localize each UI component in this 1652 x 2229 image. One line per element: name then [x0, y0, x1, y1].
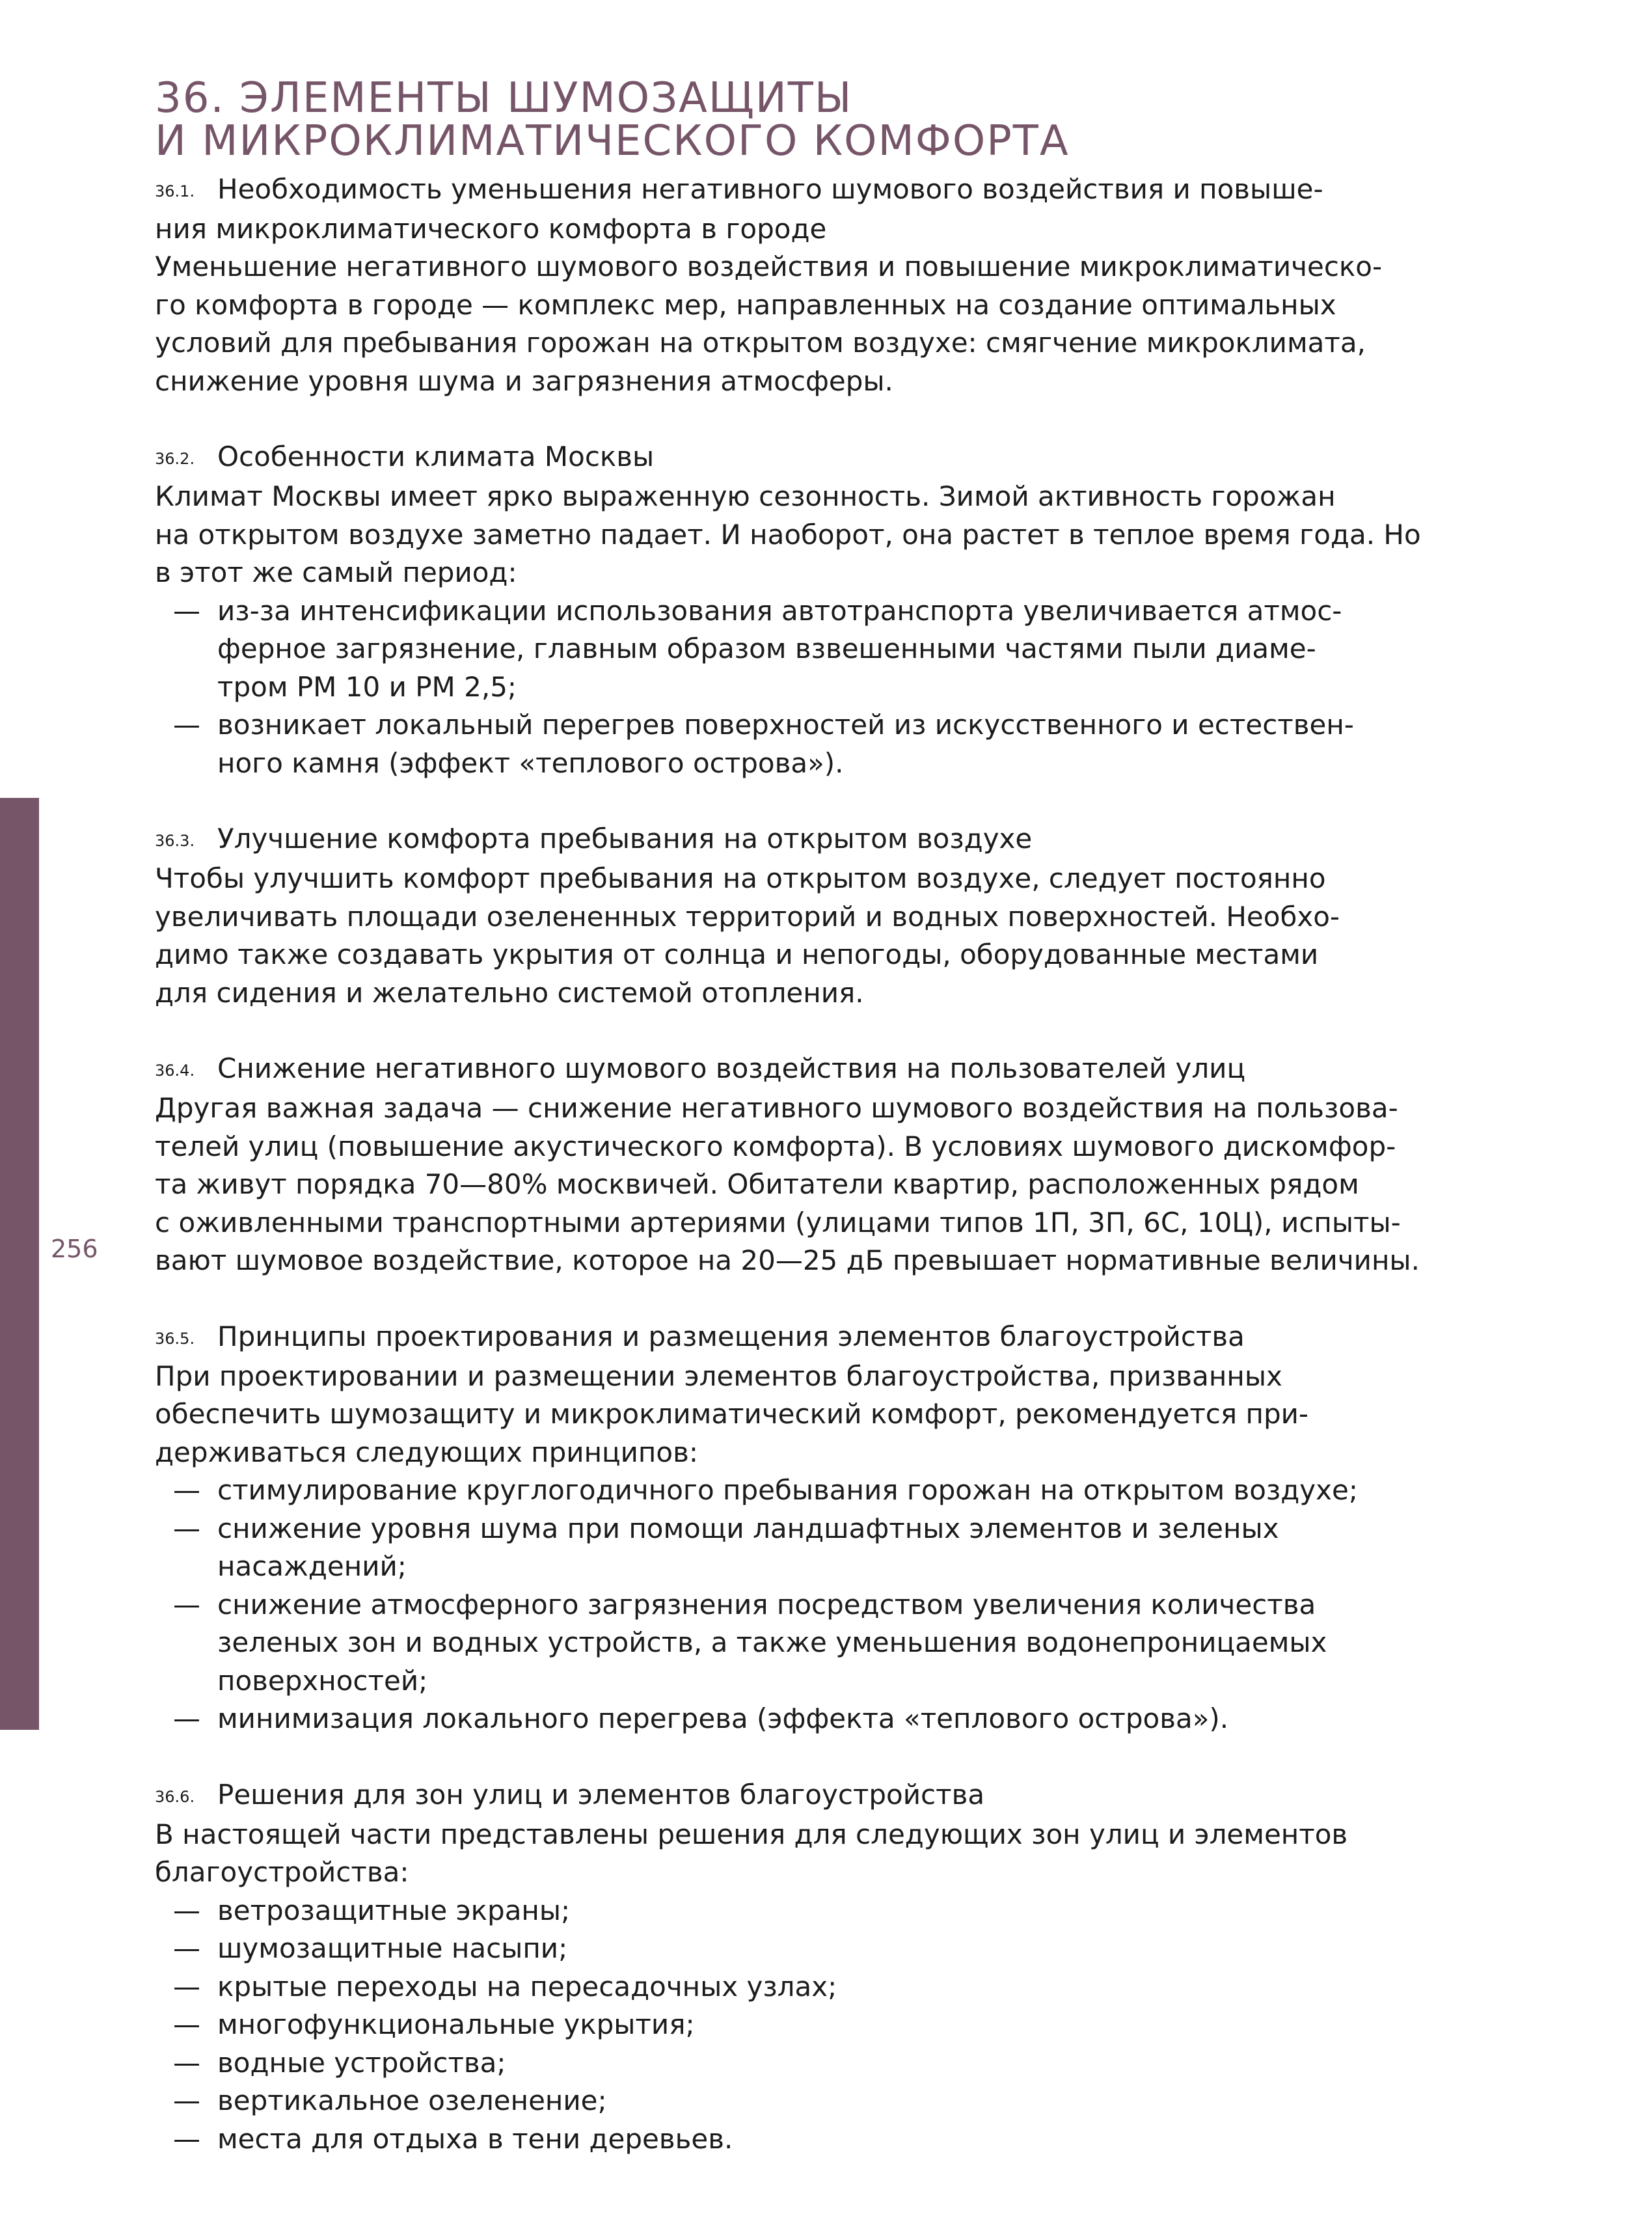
paragraph-line: благоустройства: [155, 1856, 409, 1888]
bullet-item-line [155, 2120, 1378, 2159]
paragraph-line: условий для пребывания горожан на открытом воздухе: смягчение микроклимата, [155, 327, 1366, 359]
section-heading [155, 438, 1378, 478]
dash-bullet-icon: — [173, 709, 200, 741]
section [155, 1776, 1378, 2159]
bullet-text: стимулирование круглогодичного пребывания горожан на открытом воздухе; [217, 1474, 1359, 1506]
bullet-text: вертикальное озеленение; [217, 2085, 607, 2116]
section-heading-text: Принципы проектирования и размещения элементов благоустройства [217, 1320, 1245, 1352]
bullet-item-line [155, 1624, 1378, 1662]
paragraph-line: В настоящей части представлены решения для следующих зон улиц и элементов [155, 1818, 1348, 1850]
section-number: 36.2. [155, 450, 195, 468]
section [155, 820, 1378, 1012]
dash-bullet-icon: — [173, 1588, 200, 1620]
section [155, 1318, 1378, 1738]
chapter-title-line: И МИКРОКЛИМАТИЧЕСКОГО КОМФОРТА [155, 117, 1070, 165]
bullet-text: тром PM 10 и PM 2,5; [217, 670, 517, 703]
bullet-text: снижение уровня шума при помощи ландшафтных элементов и зеленых [217, 1512, 1279, 1544]
chapter-title-line: 36. ЭЛЕМЕНТЫ ШУМОЗАЩИТЫ [155, 74, 853, 122]
bullet-item-line [155, 668, 1378, 707]
section-heading [155, 1776, 1378, 1816]
section-number: 36.4. [155, 1061, 195, 1080]
section-heading [155, 1318, 1378, 1358]
section-heading-text: Снижение негативного шумового воздействия на пользователей улиц [217, 1052, 1246, 1084]
bullet-item-line [155, 706, 1378, 745]
bullet-item-line [155, 630, 1378, 668]
bullet-item-line [155, 1892, 1378, 1930]
bullet-text: ветрозащитные экраны; [217, 1894, 571, 1926]
dash-bullet-icon: — [173, 1894, 200, 1926]
dash-bullet-icon: — [173, 1474, 200, 1506]
paragraph-line: вают шумовое воздействие, которое на 20—25 дБ превышает нормативные величины. [155, 1244, 1420, 1276]
dash-bullet-icon: — [173, 2046, 200, 2079]
dash-bullet-icon: — [173, 2008, 200, 2040]
paragraph-line: снижение уровня шума и загрязнения атмосферы. [155, 364, 893, 397]
paragraph-line: та живут порядка 70—80% москвичей. Обитатели квартир, расположенных рядом [155, 1168, 1359, 1200]
dash-bullet-icon: — [173, 2122, 200, 2155]
section-heading-text: Особенности климата Москвы [217, 441, 655, 472]
bullet-item-line [155, 592, 1378, 631]
section-heading [155, 210, 1378, 248]
bullet-item-line [155, 2082, 1378, 2120]
bullet-item-line [155, 1968, 1378, 2006]
section-heading-text: Улучшение комфорта пребывания на открытом воздухе [217, 823, 1033, 855]
bullet-text: насаждений; [217, 1550, 407, 1582]
paragraph-line: держиваться следующих принципов: [155, 1436, 698, 1468]
section [155, 1050, 1420, 1280]
paragraph-line: го комфорта в городе — комплекс мер, направленных на создание оптимальных [155, 288, 1336, 321]
section-heading-text: ния микроклиматического комфорта в городе [155, 213, 827, 245]
sections-container [155, 171, 1421, 2158]
paragraph-line: на открытом воздухе заметно падает. И наоборот, она растет в теплое время года. Но [155, 518, 1421, 551]
paragraph-line: Уменьшение негативного шумового воздействия и повышение микроклиматическо- [155, 251, 1383, 282]
section [155, 438, 1421, 782]
section-heading [155, 1050, 1378, 1089]
dash-bullet-icon: — [173, 1703, 200, 1734]
page-content [155, 74, 1421, 2196]
bullet-text: минимизация локального перегрева (эффекта «теплового острова»). [217, 1703, 1229, 1734]
bullet-text: ферное загрязнение, главным образом взвешенными частями пыли диаме- [217, 633, 1316, 664]
section-number: 36.6. [155, 1787, 195, 1806]
paragraph-line: Чтобы улучшить комфорт пребывания на открытом воздухе, следует постоянно [155, 862, 1326, 894]
bullet-item-line [155, 1662, 1378, 1701]
paragraph-line: Другая важная задача — снижение негативного шумового воздействия на пользова- [155, 1092, 1398, 1124]
section-heading [155, 820, 1378, 860]
paragraph-line: увеличивать площади озелененных территорий и водных поверхностей. Необхо- [155, 900, 1340, 933]
bullet-item-line [155, 1471, 1378, 1510]
paragraph-line: в этот же самый период: [155, 556, 517, 588]
bullet-text: зеленых зон и водных устройств, а также уменьшения водонепроницаемых [217, 1626, 1327, 1658]
paragraph-line: При проектировании и размещении элементов благоустройства, призванных [155, 1360, 1282, 1392]
section-number: 36.3. [155, 832, 195, 850]
side-accent-bar [0, 798, 39, 1730]
paragraph-line: Климат Москвы имеет ярко выраженную сезонность. Зимой активность горожан [155, 480, 1336, 512]
paragraph-line: димо также создавать укрытия от солнца и непогоды, оборудованные местами [155, 938, 1319, 970]
section-heading-text: Решения для зон улиц и элементов благоустройства [217, 1778, 985, 1811]
bullet-item-line [155, 1700, 1378, 1738]
bullet-item-line [155, 2006, 1378, 2044]
paragraph-line: с оживленными транспортными артериями (улицами типов 1П, 3П, 6С, 10Ц), испыты- [155, 1206, 1401, 1238]
section-number: 36.1. [155, 182, 195, 200]
bullet-text: снижение атмосферного загрязнения посредством увеличения количества [217, 1588, 1316, 1620]
dash-bullet-icon: — [173, 1970, 200, 2003]
paragraph-line: для сидения и желательно системой отопления. [155, 976, 864, 1009]
paragraph-line: обеспечить шумозащиту и микроклиматический комфорт, рекомендуется при- [155, 1398, 1309, 1430]
bullet-text: возникает локальный перегрев поверхностей из искусственного и естествен- [217, 709, 1354, 741]
section-heading [155, 171, 1378, 210]
dash-bullet-icon: — [173, 1932, 200, 1964]
bullet-item-line [155, 1510, 1378, 1548]
bullet-item-line [155, 745, 1378, 783]
bullet-text: поверхностей; [217, 1664, 428, 1697]
section [155, 171, 1383, 400]
chapter-title [155, 74, 1378, 165]
paragraph-line: телей улиц (повышение акустического комфорта). В условиях шумового дискомфор- [155, 1130, 1396, 1162]
bullet-text: ного камня (эффект «теплового острова»). [217, 746, 844, 779]
bullet-item-line [155, 1548, 1378, 1586]
bullet-text: водные устройства; [217, 2046, 506, 2079]
bullet-item-line [155, 1930, 1378, 1968]
bullet-item-line [155, 1586, 1378, 1624]
bullet-text: крытые переходы на пересадочных узлах; [217, 1970, 837, 2003]
bullet-text: шумозащитные насыпи; [217, 1932, 568, 1964]
dash-bullet-icon: — [173, 1512, 200, 1544]
bullet-text: из-за интенсификации использования автотранспорта увеличивается атмос- [217, 594, 1342, 627]
page-number: 256 [51, 1235, 98, 1263]
bullet-text: многофункциональные укрытия; [217, 2008, 695, 2040]
section-number: 36.5. [155, 1329, 195, 1348]
dash-bullet-icon: — [173, 2085, 200, 2116]
dash-bullet-icon: — [173, 594, 200, 627]
bullet-text: места для отдыха в тени деревьев. [217, 2122, 733, 2155]
section-heading-text: Необходимость уменьшения негативного шумового воздействия и повыше- [217, 173, 1323, 205]
bullet-item-line [155, 2044, 1378, 2083]
